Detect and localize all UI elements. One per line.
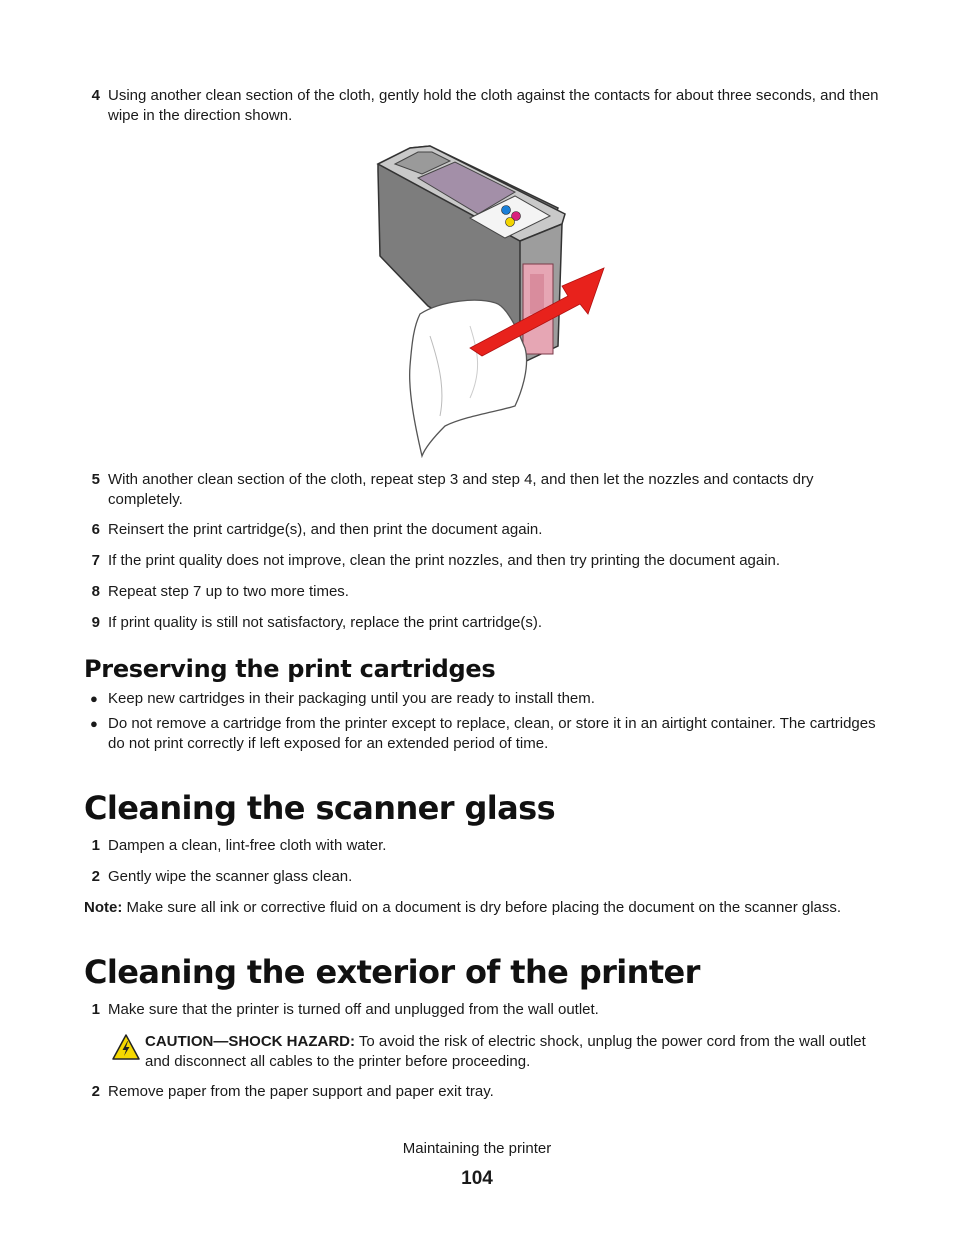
exterior-step-1 bbox=[84, 1000, 884, 1020]
step-4 bbox=[84, 86, 884, 126]
step-6 bbox=[84, 520, 884, 540]
scanner-heading: Cleaning the scanner glass bbox=[84, 789, 556, 827]
preserving-heading: Preserving the print cartridges bbox=[84, 655, 496, 683]
step-7 bbox=[84, 551, 884, 571]
footer-section-title: Maintaining the printer bbox=[402, 1140, 552, 1157]
yellow-dot bbox=[506, 218, 515, 227]
step-number: 4 bbox=[91, 87, 100, 104]
warning-shock-icon bbox=[112, 1034, 140, 1060]
step-number: 1 bbox=[91, 837, 100, 854]
bullet-text: Do not remove a cartridge from the printer except to replace, clean, or store it in an airtight container. The cartridges do not print correctly if left exposed for an extended period of time. bbox=[108, 715, 876, 752]
step-5 bbox=[84, 470, 884, 510]
cleaning-cloth bbox=[410, 300, 527, 456]
step-text: With another clean section of the cloth, repeat step 3 and step 4, and then let the nozzles and contacts dry completely. bbox=[108, 471, 814, 508]
caution-body: To avoid the risk of electric shock, unplug the power cord from the wall outlet and disconnect all cables to the printer before proceeding. bbox=[145, 1033, 866, 1070]
bullet-item bbox=[84, 689, 884, 709]
cyan-dot bbox=[502, 206, 511, 215]
scanner-step-1 bbox=[84, 836, 884, 856]
note-text: Make sure all ink or corrective fluid on a document is dry before placing the document on the scanner glass. bbox=[122, 899, 842, 916]
step-text: Remove paper from the paper support and paper exit tray. bbox=[108, 1083, 494, 1100]
step-text: Using another clean section of the cloth, gently hold the cloth against the contacts for about three seconds, and then wipe in the direction shown. bbox=[108, 87, 879, 124]
note-label: Note: bbox=[84, 899, 123, 916]
step-number: 1 bbox=[91, 1001, 100, 1018]
step-number: 9 bbox=[91, 614, 100, 631]
step-text: Reinsert the print cartridge(s), and then print the document again. bbox=[108, 521, 543, 538]
bullet-text: Keep new cartridges in their packaging until you are ready to install them. bbox=[108, 690, 595, 707]
step-number: 8 bbox=[91, 583, 100, 600]
step-text: Make sure that the printer is turned off and unplugged from the wall outlet. bbox=[108, 1001, 599, 1018]
step-number: 2 bbox=[91, 868, 100, 885]
caution-box bbox=[112, 1032, 872, 1072]
step-text: Repeat step 7 up to two more times. bbox=[108, 583, 349, 600]
scanner-note bbox=[84, 898, 884, 918]
page-number: 104 bbox=[461, 1168, 493, 1189]
scanner-step-2 bbox=[84, 867, 884, 887]
step-number: 5 bbox=[91, 471, 100, 488]
step-number: 7 bbox=[91, 552, 100, 569]
step-9 bbox=[84, 613, 884, 633]
step-number: 6 bbox=[91, 521, 100, 538]
bullet-dot: ● bbox=[90, 691, 98, 706]
exterior-step-2 bbox=[84, 1082, 884, 1102]
step-text: If print quality is still not satisfactory, replace the print cartridge(s). bbox=[108, 614, 543, 631]
step-text: Dampen a clean, lint-free cloth with water. bbox=[108, 837, 387, 854]
caution-label: CAUTION—SHOCK HAZARD: bbox=[145, 1033, 355, 1050]
step-8 bbox=[84, 582, 884, 602]
step-text: If the print quality does not improve, clean the print nozzles, and then try printing the document again. bbox=[108, 552, 781, 569]
exterior-heading: Cleaning the exterior of the printer bbox=[84, 953, 700, 991]
cartridge-cleaning-illustration bbox=[370, 136, 610, 458]
bullet-item bbox=[84, 714, 884, 754]
step-number: 2 bbox=[91, 1083, 100, 1100]
bullet-dot: ● bbox=[90, 716, 98, 731]
step-text: Gently wipe the scanner glass clean. bbox=[108, 868, 353, 885]
caution-text bbox=[145, 1032, 872, 1072]
